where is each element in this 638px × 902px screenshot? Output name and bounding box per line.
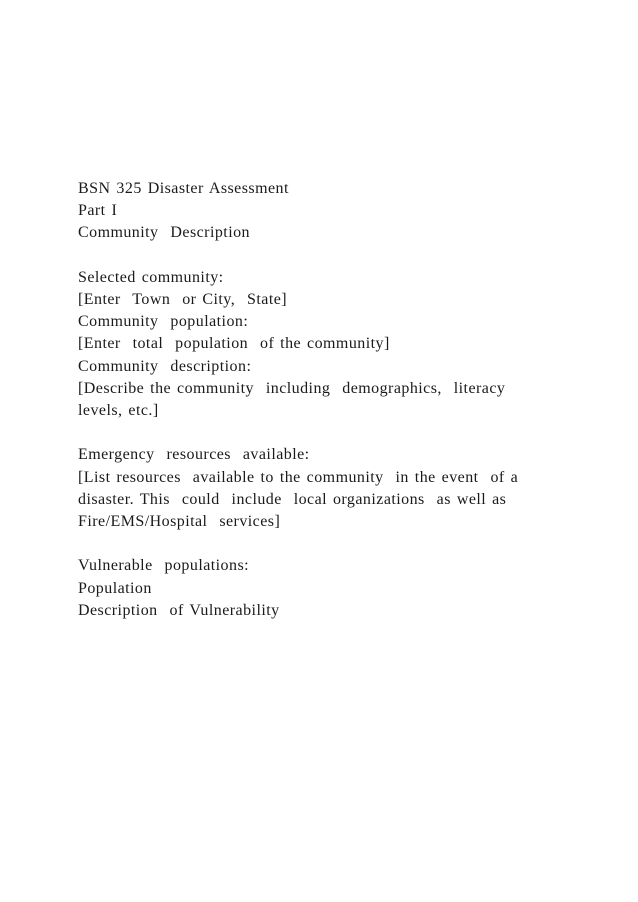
section-title: Community Description bbox=[78, 224, 251, 242]
course-title: BSN 325 Disaster Assessment bbox=[78, 180, 289, 197]
spacer bbox=[78, 422, 618, 444]
vulnerability-description-column-header: Description of Vulnerability bbox=[78, 601, 280, 619]
population-column-header: Population bbox=[78, 579, 152, 597]
emergency-resources-placeholder-1: [List resources available to the community in the event of a bbox=[78, 468, 519, 486]
community-description-placeholder-1: [Describe the community including demographics, literacy bbox=[78, 379, 506, 397]
community-description-label: Community description: bbox=[78, 357, 252, 375]
selected-community-placeholder: [Enter Town or City, State] bbox=[78, 291, 288, 308]
community-population-placeholder: [Enter total population of the community] bbox=[78, 335, 390, 353]
community-description-placeholder-2: levels, etc.] bbox=[78, 402, 159, 420]
spacer bbox=[78, 245, 618, 267]
document-page bbox=[78, 178, 618, 622]
emergency-resources-placeholder-3: Fire/EMS/Hospital services] bbox=[78, 513, 281, 531]
emergency-resources-placeholder-2: disaster. This could include local organizations as well as bbox=[78, 490, 507, 508]
part-label: Part I bbox=[78, 202, 118, 220]
selected-community-label: Selected community: bbox=[78, 268, 224, 286]
emergency-resources-label: Emergency resources available: bbox=[78, 446, 310, 464]
community-population-label: Community population: bbox=[78, 313, 249, 331]
vulnerable-populations-label: Vulnerable populations: bbox=[78, 557, 250, 575]
spacer bbox=[78, 533, 618, 555]
